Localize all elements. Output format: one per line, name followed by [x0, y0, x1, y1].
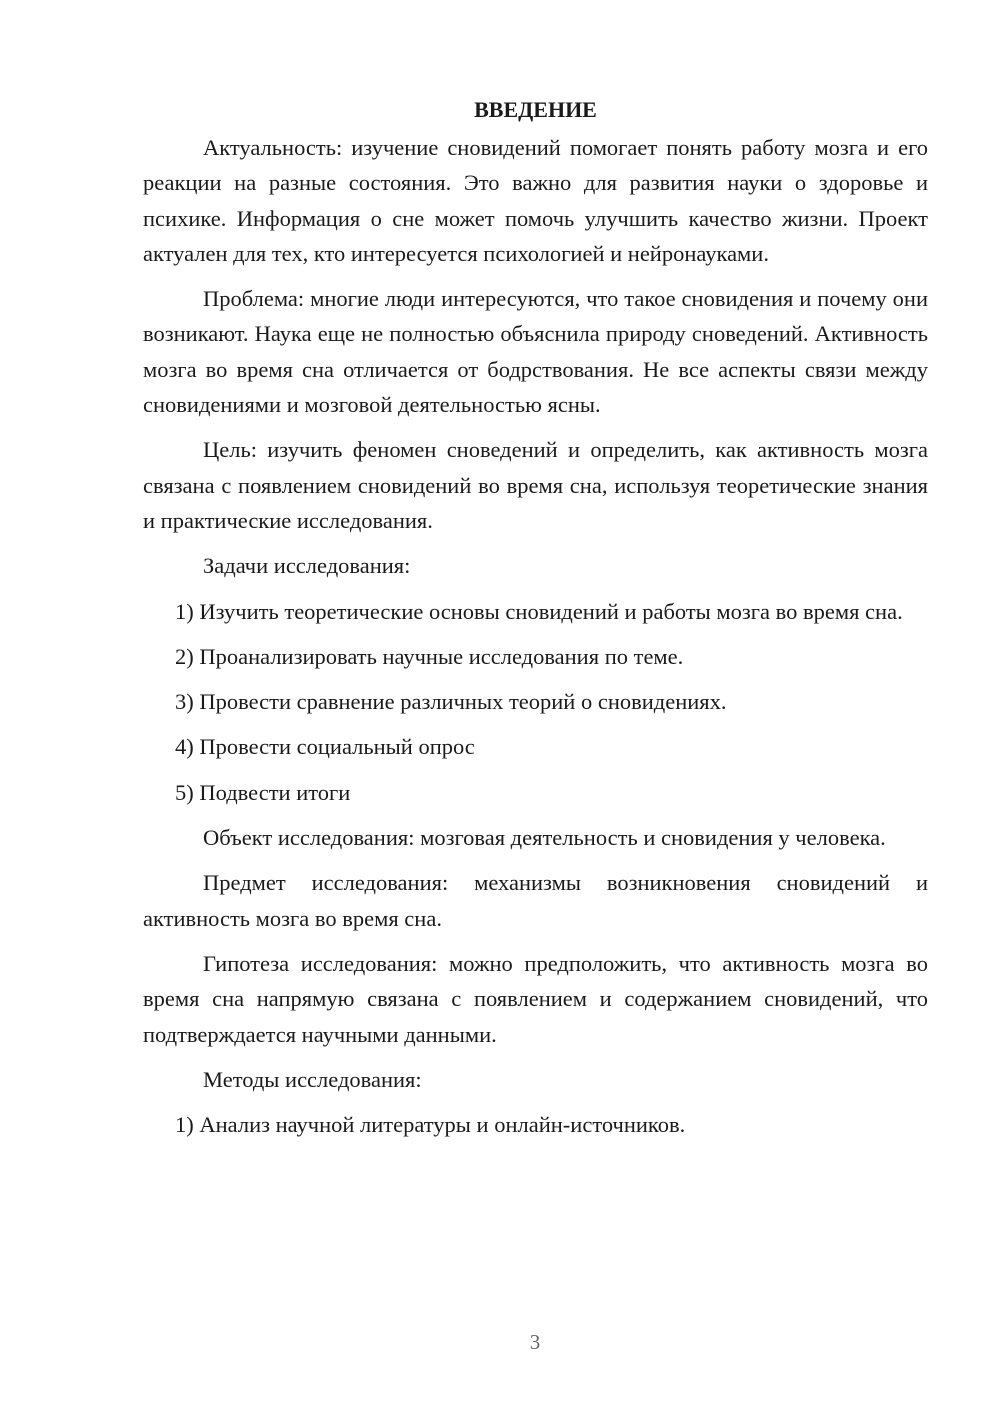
problem-paragraph: Проблема: многие люди интересуются, что такое сновидения и почему они возникают. Наука еще не полностью объяснила природу сноведений. Активность мозга во время сна отличается от бодрствования. Не все аспекты связи между сновидениями и мозговой деятельностью ясны.	[143, 286, 928, 418]
methods-heading: Методы исследования:	[203, 1066, 422, 1092]
subject-paragraph: Предмет исследования: механизмы возникновения сновидений и активность мозга во время сна.	[143, 870, 928, 931]
task-item: 4) Провести социальный опрос	[175, 734, 475, 760]
task-item: 5) Подвести итоги	[175, 779, 351, 805]
document-page	[143, 92, 928, 1152]
object-paragraph: Объект исследования: мозговая деятельность и сновидения у человека.	[203, 825, 886, 851]
task-item: 1) Изучить теоретические основы сновидений и работы мозга во время сна.	[175, 598, 903, 624]
method-item: 1) Анализ научной литературы и онлайн-источников.	[175, 1112, 686, 1138]
hypothesis-paragraph: Гипотеза исследования: можно предположить, что активность мозга во время сна напрямую связана с появлением и содержанием сновидений, что подтверждается научными данными.	[143, 950, 928, 1047]
tasks-heading: Задачи исследования:	[203, 553, 411, 579]
goal-paragraph: Цель: изучить феномен сноведений и определить, как активность мозга связана с появлением сновидений во время сна, используя теоретические знания и практические исследования.	[143, 437, 928, 533]
section-title: ВВЕДЕНИЕ	[474, 97, 597, 122]
task-item: 2) Проанализировать научные исследования по теме.	[175, 643, 684, 669]
task-item: 3) Провести сравнение различных теорий о сновидениях.	[175, 689, 727, 715]
page-number: 3	[529, 1330, 541, 1354]
relevance-paragraph: Актуальность: изучение сновидений помогает понять работу мозга и его реакции на разные состояния. Это важно для развития науки о здоровье и психике. Информация о сне может помочь улучшить качество жизни. Проект актуален для тех, кто интересуется психологией и нейронауками.	[143, 135, 928, 266]
